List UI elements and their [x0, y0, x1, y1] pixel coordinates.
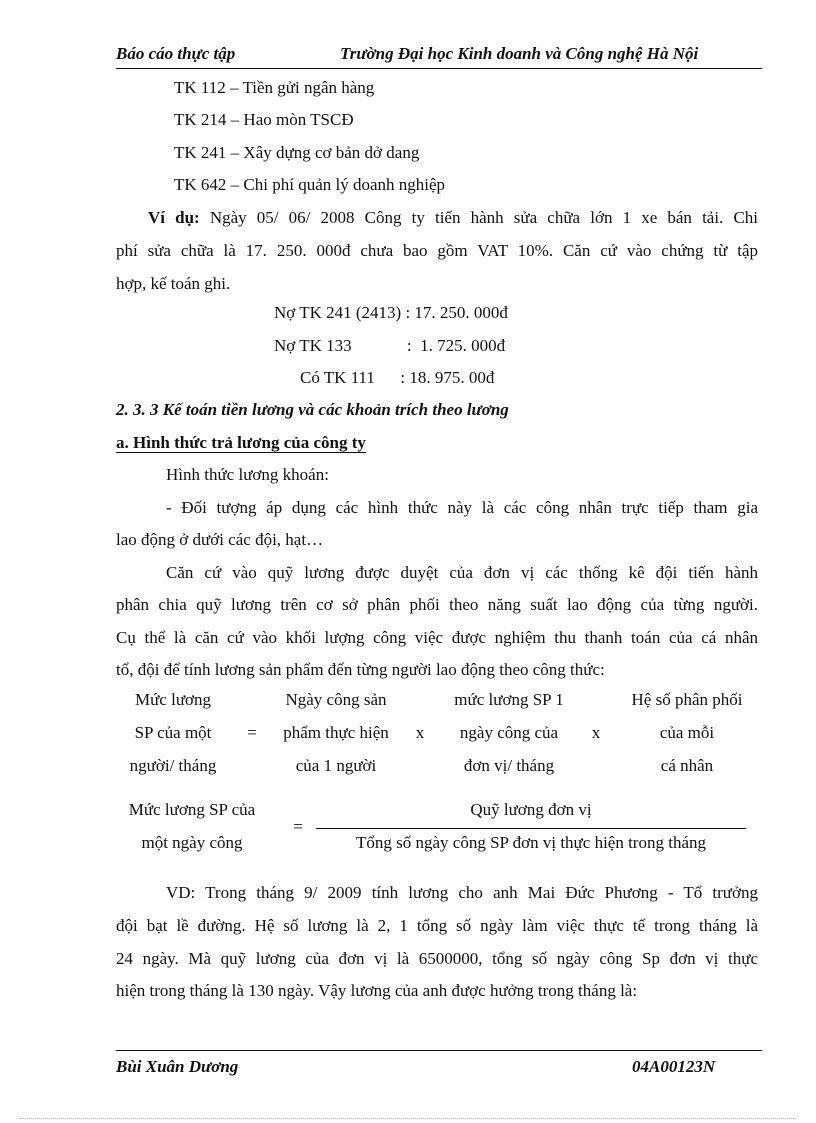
body-paragraph-1-line-2: lao động ở dưới các đội, hạt… [116, 530, 324, 549]
formula2-equals: = [293, 817, 303, 836]
journal-entry-debit-133: Nợ TK 133 : 1. 725. 000đ [274, 336, 506, 355]
example-line-3: hợp, kế toán ghi. [116, 274, 231, 293]
footer-student-code: 04A00123N [632, 1057, 716, 1076]
formula2-lhs: Mức lương SP của một ngày công [128, 800, 256, 852]
account-item: TK 112 – Tiền gửi ngân hàng [174, 78, 375, 97]
body-paragraph-2-line-2: phân chia quỹ lương trên cơ sở phân phối theo năng suất lao động của từng người. [116, 595, 758, 614]
body-paragraph-2-line-4: tổ, đội để tính lương sản phẩm đến từng người lao động theo công thức: [116, 660, 605, 679]
formula1-multiply-1: x [415, 723, 425, 742]
header-divider [116, 68, 762, 69]
vd-line-1: VD: Trong tháng 9/ 2009 tính lương cho anh Mai Đức Phương - Tổ trưởng [166, 883, 758, 902]
formula2-numerator: Quỹ lương đơn vị [470, 800, 592, 819]
account-item: TK 241 – Xây dựng cơ bản dở dang [174, 143, 420, 162]
vd-line-4: hiện trong tháng là 130 ngày. Vậy lương của anh được hưởng trong tháng là: [116, 981, 638, 1000]
formula1-term-3: mức lương SP 1 ngày công của đơn vị/ tháng [454, 690, 564, 775]
body-paragraph-0: Hình thức lương khoán: [166, 465, 329, 484]
header-university-name: Trường Đại học Kinh doanh và Công nghệ Hà Nội [340, 44, 699, 63]
footer-divider [116, 1050, 762, 1051]
formula1-multiply-2: x [591, 723, 601, 742]
section-heading: 2. 3. 3 Kế toán tiền lương và các khoản trích theo lương [116, 400, 509, 419]
vd-line-3: 24 ngày. Mà quỹ lương của đơn vị là 6500000, tổng số ngày công Sp đơn vị thực [116, 949, 758, 968]
formula1-term-1: Mức lương SP của một người/ tháng [129, 690, 217, 775]
subsection-heading: a. Hình thức trả lương của công ty [116, 433, 366, 452]
formula1-term-2: Ngày công sản phẩm thực hiện của 1 người [283, 690, 389, 775]
formula2-fraction-bar [316, 828, 746, 829]
page-bottom-dotted-edge [20, 1118, 796, 1119]
example-label: Ví dụ: [148, 208, 200, 227]
account-item: TK 642 – Chi phí quản lý doanh nghiệp [174, 175, 446, 194]
body-paragraph-1-line-1: - Đối tượng áp dụng các hình thức này là các công nhân trực tiếp tham gia [166, 498, 758, 517]
example-line-2: phí sửa chữa là 17. 250. 000đ chưa bao gồm VAT 10%. Căn cứ vào chứng từ tập [116, 241, 758, 260]
account-item: TK 214 – Hao mòn TSCĐ [174, 110, 354, 129]
journal-entry-debit-241: Nợ TK 241 (2413) : 17. 250. 000đ [274, 303, 508, 322]
footer-author: Bùi Xuân Dương [116, 1057, 239, 1076]
body-paragraph-2-line-3: Cụ thể là căn cứ vào khối lượng công việc được nghiệm thu thanh toán của cá nhân [116, 628, 758, 647]
vd-line-2: đội bạt lề đường. Hệ số lương là 2, 1 tổng số ngày làm việc thực tế trong tháng là [116, 916, 758, 935]
formula1-term-4: Hệ số phân phối của mỗi cá nhân [631, 690, 743, 775]
formula1-equals: = [247, 723, 257, 742]
journal-entry-credit-111: Có TK 111 : 18. 975. 00đ [300, 368, 495, 387]
header-report-title: Báo cáo thực tập [116, 44, 236, 63]
page-header [116, 44, 760, 70]
example-line-1: Ví dụ: Ngày 05/ 06/ 2008 Công ty tiến hành sửa chữa lớn 1 xe bán tải. Chi [148, 208, 759, 227]
body-paragraph-2-line-1: Căn cứ vào quỹ lương được duyệt của đơn vị các thống kê đội tiến hành [166, 563, 758, 582]
formula2-denominator: Tổng số ngày công SP đơn vị thực hiện trong tháng [356, 833, 706, 852]
